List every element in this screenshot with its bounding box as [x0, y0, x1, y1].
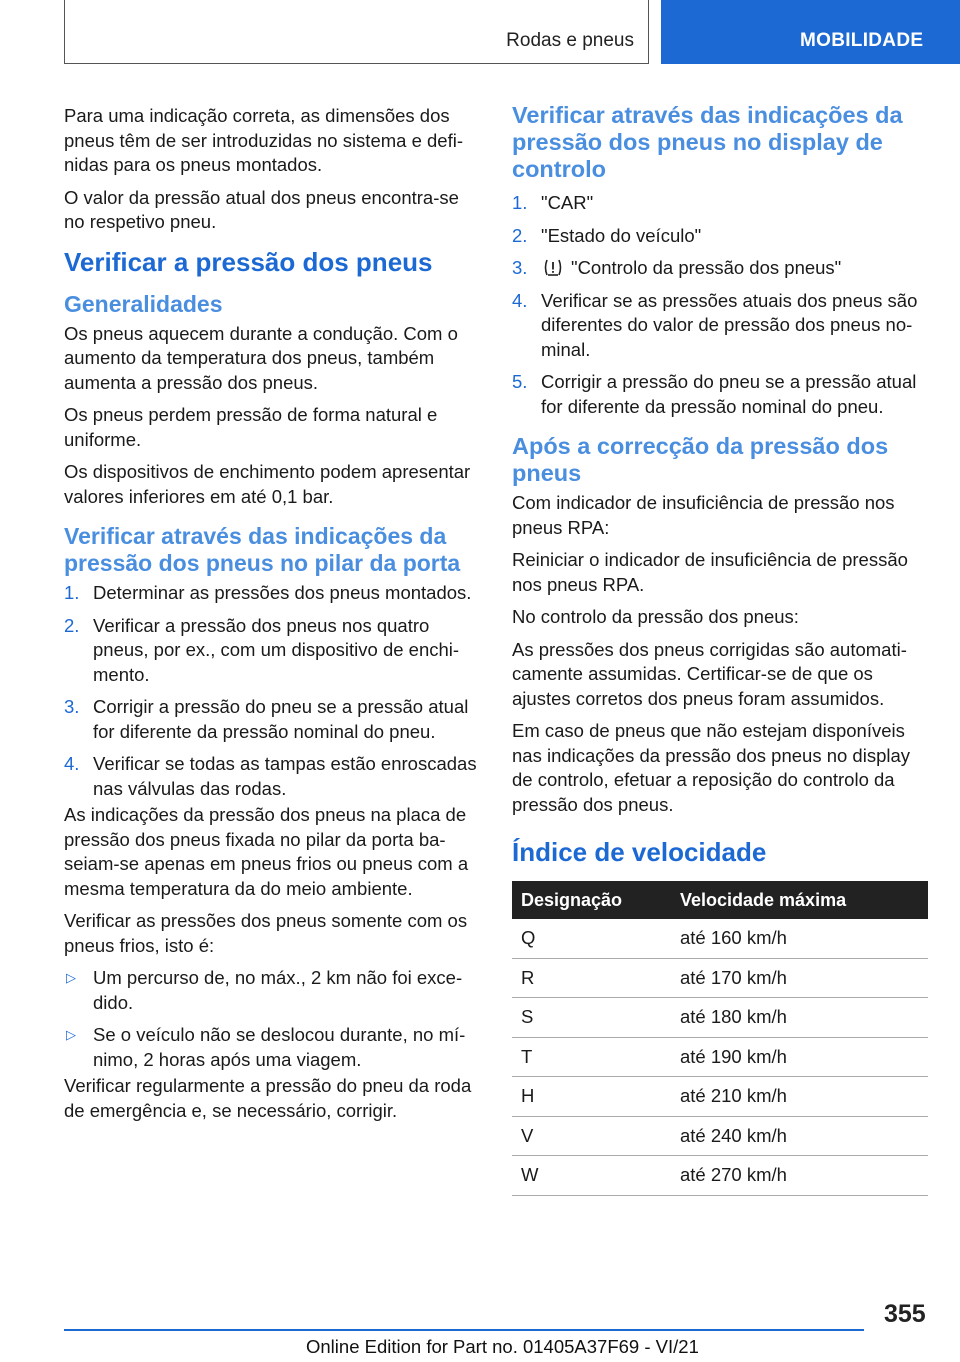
step-number: 1.	[512, 192, 528, 213]
step-text: Corrigir a pressão do pneu se a pressão atual for diferente da pressão nominal do pneu.	[93, 696, 469, 742]
designation-cell: T	[512, 1037, 671, 1077]
cold-tire-conditions	[64, 966, 480, 1072]
step-number: 2.	[64, 614, 80, 636]
step-text: Verificar se todas as tampas estão enroscadas nas válvulas das rodas.	[93, 753, 477, 799]
step-number: 5.	[512, 371, 528, 392]
step-number: 1.	[64, 582, 80, 603]
after-paragraph-2: Reiniciar o indicador de insuficiência de pressão nos pneus RPA.	[512, 549, 908, 595]
bullet-text: Se o veículo não se deslocou durante, no mínimo, 2 horas após uma viagem.	[93, 1024, 466, 1070]
max-speed-cell: até 190 km/h	[671, 1037, 928, 1077]
after-paragraph-1: Com indicador de insuficiência de pressão nos pneus RPA:	[512, 492, 895, 538]
list-item	[64, 752, 480, 801]
general-paragraph-1: Os pneus aquecem durante a condução. Com o aumento da temperatura dos pneus, também aumenta a pressão dos pneus.	[64, 322, 458, 393]
table-row	[512, 1116, 928, 1156]
after-paragraph-3: No controlo da pressão dos pneus:	[512, 606, 799, 627]
bullet-text: Um percurso de, no máx., 2 km não foi excedido.	[93, 967, 463, 1013]
list-item	[512, 224, 928, 249]
intro-paragraph-1: Para uma indicação correta, as dimensões dos pneus têm de ser introduzidas no sistema e definidas para os pneus montados.	[64, 105, 463, 175]
list-item	[64, 1023, 480, 1072]
step-number: 3.	[64, 696, 80, 717]
closing-paragraph: Verificar regularmente a pressão do pneu da roda de emergência e, se necessário, corrigir.	[64, 1075, 472, 1121]
column-header-max-speed: Velocidade máxima	[671, 881, 928, 919]
intro-paragraph-2: O valor da pressão atual dos pneus encontra-se no respetivo pneu.	[64, 186, 459, 232]
list-item	[512, 370, 928, 419]
general-paragraph-2: Os pneus perdem pressão de forma natural e uniforme.	[64, 404, 438, 450]
step-text: "CAR"	[541, 192, 594, 213]
footer-divider	[64, 1329, 864, 1331]
subsection-title-general: Generalidades	[64, 290, 223, 317]
table-row	[512, 1037, 928, 1077]
tire-pressure-warning-icon	[543, 258, 563, 275]
page-number: 355	[884, 1300, 926, 1328]
header-box	[64, 0, 649, 64]
general-paragraph-3: Os dispositivos de enchimento podem apresentar valores inferiores em até 0,1 bar.	[64, 461, 471, 507]
door-pillar-steps	[64, 581, 480, 801]
header-section-title: Rodas e pneus	[506, 30, 634, 51]
step-number: 3.	[512, 257, 528, 278]
after-steps-paragraph-1: As indicações da pressão dos pneus na placa de pressão dos pneus fixada no pilar da porta baseiam-se apenas em pneus frios ou pneus com a mesma temperatura da do meio ambiente.	[64, 804, 469, 899]
step-text: "Controlo da pressão dos pneus"	[571, 257, 842, 278]
table-row	[512, 958, 928, 998]
max-speed-cell: até 270 km/h	[671, 1156, 928, 1196]
max-speed-cell: até 240 km/h	[671, 1116, 928, 1156]
max-speed-cell: até 210 km/h	[671, 1077, 928, 1117]
after-steps-paragraph-2: Verificar as pressões dos pneus somente com os pneus frios, isto é:	[64, 910, 468, 956]
step-number: 4.	[64, 753, 80, 774]
table-row	[512, 1077, 928, 1117]
step-text: "Estado do veículo"	[541, 224, 702, 246]
designation-cell: Q	[512, 919, 671, 958]
subsection-title-control-display: Verificar através das indicações da pressão dos pneus no display de controlo	[512, 102, 903, 182]
designation-cell: S	[512, 998, 671, 1038]
control-display-steps	[512, 191, 928, 419]
left-column	[64, 104, 480, 1131]
step-text: Corrigir a pressão do pneu se a pressão atual for diferente da pressão nominal do pneu.	[541, 371, 917, 417]
triangle-bullet-icon: ▷	[66, 970, 76, 985]
table-row	[512, 998, 928, 1038]
footer-edition: Online Edition for Part no. 01405A37F69 - VI/21	[306, 1336, 699, 1357]
max-speed-cell: até 160 km/h	[671, 919, 928, 958]
designation-cell: H	[512, 1077, 671, 1117]
table-header-row	[512, 881, 928, 919]
after-paragraph-5: Em caso de pneus que não estejam disponíveis nas indicações da pressão dos pneus no display de controlo, efetuar a reposição do controlo da pressão dos pneus.	[512, 720, 911, 815]
section-title-speed-index: Índice de velocidade	[512, 837, 767, 867]
header-chapter-tab[interactable]: MOBILIDADE	[661, 0, 960, 64]
step-text: Verificar se as pressões atuais dos pneus são diferentes do valor de pressão dos pneus nominal.	[541, 289, 918, 360]
list-item	[512, 191, 928, 216]
speed-index-table	[512, 881, 928, 1196]
designation-cell: V	[512, 1116, 671, 1156]
list-item	[64, 614, 480, 688]
list-item	[512, 256, 928, 281]
step-number: 2.	[512, 224, 528, 246]
subsection-title-door-pillar: Verificar através das indicações da pressão dos pneus no pilar da porta	[64, 523, 461, 576]
list-item	[64, 966, 480, 1015]
after-paragraph-4: As pressões dos pneus corrigidas são automaticamente assumidas. Certificar-se de que os ajustes corretos dos pneus foram assumidos.	[512, 638, 907, 709]
list-item	[512, 289, 928, 363]
max-speed-cell: até 180 km/h	[671, 998, 928, 1038]
list-item	[64, 695, 480, 744]
step-text: Verificar a pressão dos pneus nos quatro pneus, por ex., com um dispositivo de enchimento.	[93, 614, 460, 685]
column-header-designation: Designação	[512, 881, 671, 919]
max-speed-cell: até 170 km/h	[671, 958, 928, 998]
designation-cell: W	[512, 1156, 671, 1196]
triangle-bullet-icon: ▷	[66, 1027, 76, 1042]
list-item	[64, 581, 480, 606]
designation-cell: R	[512, 958, 671, 998]
section-title-check-pressure: Verificar a pressão dos pneus	[64, 246, 433, 277]
step-text: Determinar as pressões dos pneus montados.	[93, 582, 472, 603]
subsection-title-after-correction: Após a correcção da pressão dos pneus	[512, 433, 889, 486]
table-row	[512, 919, 928, 958]
right-column	[512, 104, 928, 1196]
step-number: 4.	[512, 289, 528, 311]
table-row	[512, 1156, 928, 1196]
